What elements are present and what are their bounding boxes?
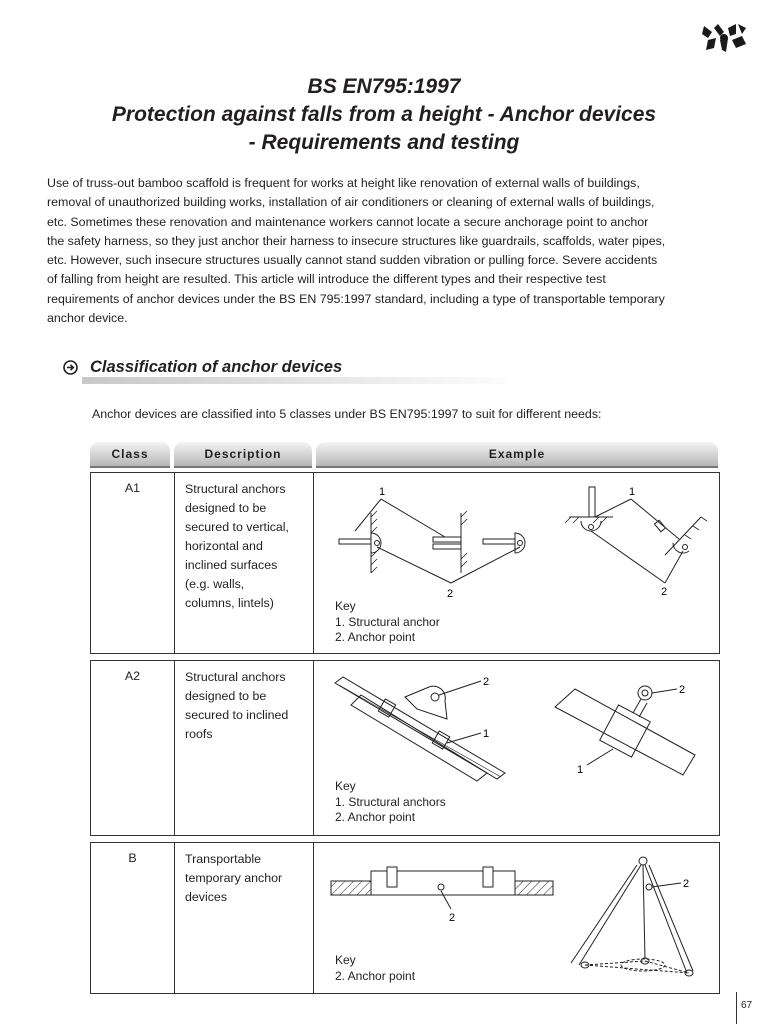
section-lead: Anchor devices are classified into 5 classes under BS EN795:1997 to suit for different needs: [92, 407, 602, 421]
section-heading [62, 357, 522, 387]
logo-icon [700, 18, 748, 58]
callout-label: 2 [683, 878, 690, 890]
callout-label: 2 [449, 912, 456, 924]
description-line: designed to be [185, 689, 267, 703]
key-item: 1. Structural anchor [335, 614, 440, 629]
key-title: Key [335, 779, 356, 793]
heading-underline [82, 377, 522, 384]
section-heading-text: Classification of anchor devices [90, 358, 343, 376]
key-item: 1. Structural anchors [335, 794, 446, 809]
key-item: 2. Anchor point [335, 630, 416, 644]
legend-key [335, 953, 415, 984]
description-cell [176, 661, 314, 835]
title-line-1: BS EN795:1997 [307, 75, 461, 98]
callout-label: 1 [379, 486, 386, 498]
callout-label: 1 [629, 486, 636, 498]
description-line: secured to inclined [185, 708, 289, 722]
description-line: secured to vertical, [185, 520, 289, 534]
callout-label: 2 [679, 684, 686, 696]
legend-key [335, 779, 446, 826]
class-cell: A2 [91, 661, 175, 835]
header-description: Description [174, 442, 312, 468]
intro-line: etc. However, such insecure structures usually cannot stand sudden vibration or pulling force. Severe accidents [47, 253, 658, 268]
description-line: Structural anchors [185, 482, 286, 496]
description-line: roofs [185, 727, 213, 741]
example-cell [315, 473, 719, 653]
description-cell [176, 843, 314, 993]
callout-label: 2 [661, 586, 668, 598]
callout-label: 1 [577, 764, 584, 776]
key-title: Key [335, 599, 356, 613]
description-line: devices [185, 890, 228, 904]
intro-line: of falling from height are resulted. This article will introduce the different types and their respective test [47, 272, 606, 287]
intro-line: removal of unauthorized building works, installation of air conditioners or cleaning of external walls of buildings, [47, 195, 655, 210]
description-line: temporary anchor [185, 871, 283, 885]
intro-line: Use of truss-out bamboo scaffold is frequent for works at height like renovation of external walls of buildings, [47, 176, 640, 190]
class-cell: A1 [91, 473, 175, 653]
arrow-circle-icon [63, 360, 78, 375]
legend-key [335, 599, 440, 646]
class-cell: B [91, 843, 175, 993]
title-line-3: - Requirements and testing [248, 131, 520, 154]
page-number-divider [736, 992, 737, 1024]
description-line: designed to be [185, 501, 267, 515]
description-line: Structural anchors [185, 670, 286, 684]
intro-paragraph [47, 174, 727, 328]
header-class: Class [90, 442, 170, 468]
example-cell [315, 843, 719, 993]
description-line: (e.g. walls, [185, 577, 245, 591]
intro-line: anchor device. [47, 311, 128, 326]
table-row [90, 660, 720, 836]
callout-label: 2 [447, 588, 454, 600]
key-item: 2. Anchor point [335, 810, 416, 824]
key-item: 2. Anchor point [335, 968, 416, 983]
key-title: Key [335, 953, 356, 967]
description-line: Transportable [185, 852, 261, 866]
header-example: Example [316, 442, 718, 468]
callout-label: 1 [483, 728, 490, 740]
example-cell [315, 661, 719, 835]
description-line: horizontal and [185, 539, 263, 553]
description-line: inclined surfaces [185, 558, 278, 572]
callout-label: 2 [483, 676, 490, 688]
description-line: columns, lintels) [185, 596, 274, 610]
intro-line: the safety harness, so they just anchor their harness to insecure structures like guardrails, scaffolds, water pipes, [47, 233, 666, 248]
title-line-2: Protection against falls from a height - Anchor devices [111, 103, 657, 126]
intro-line: etc. Sometimes these renovation and maintenance workers cannot locate a secure anchorage point to anchor [47, 214, 649, 229]
description-cell [176, 473, 314, 653]
table-row [90, 842, 720, 994]
table-row [90, 472, 720, 654]
page-number: 67 [741, 1000, 753, 1011]
intro-line: requirements of anchor devices under the BS EN 795:1997 standard, including a type of transportable temporary [47, 291, 665, 306]
